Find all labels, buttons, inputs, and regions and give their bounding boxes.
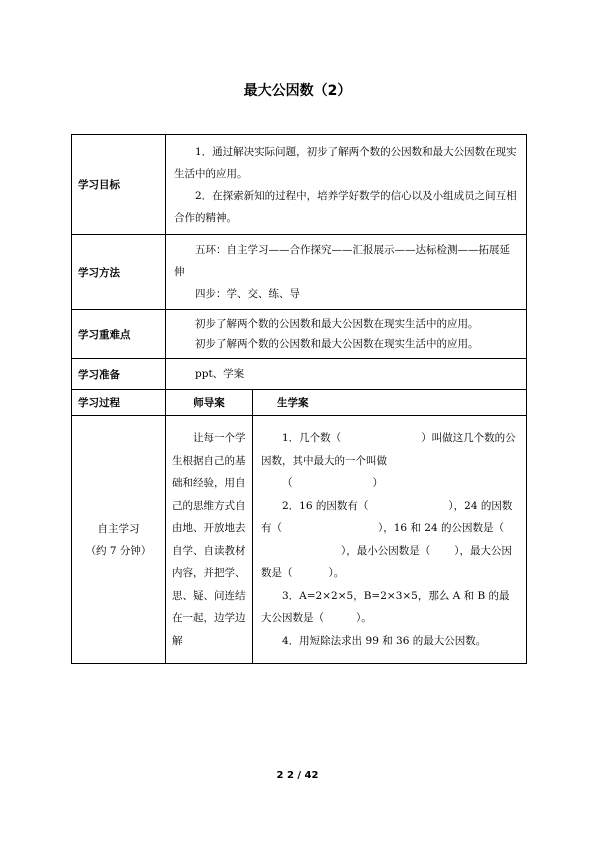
method-row (72, 235, 527, 310)
q3-part-a: 3．A=2×2×5，B=2×3×5，那么 A 和 B 的最大公因数是（ (261, 589, 510, 624)
question-1 (261, 427, 518, 472)
goal-item-2: 2．在探索新知的过程中，培养学好数学的信心以及小组成员之间互相合作的精神。 (174, 189, 517, 224)
question-3 (261, 585, 518, 630)
method-item-1: 五环：自主学习——合作探究——汇报展示——达标检测——拓展延伸 (174, 244, 510, 278)
method-label: 学习方法 (72, 235, 166, 310)
prep-label: 学习准备 (72, 359, 166, 390)
page-number: 2 2 / 42 (276, 770, 319, 781)
q2-part-f: ）。 (328, 567, 345, 579)
process-label: 学习过程 (72, 390, 166, 416)
q1-part-c: （ (282, 477, 293, 489)
self-study-row (72, 416, 527, 664)
q2-part-b: ），24 的因数有（ (261, 499, 513, 534)
question-4: 4．用短除法求出 99 和 36 的最大公因数。 (282, 634, 487, 647)
student-col-header: 生学案 (253, 390, 527, 416)
question-1-cont (261, 472, 518, 495)
q1-part-b: ）叫做这几个数的公因数，其中最大的一个叫做 (261, 432, 516, 467)
key-points-content (166, 310, 527, 359)
prep-row (72, 359, 527, 390)
self-study-phase (72, 416, 166, 664)
goals-content (166, 135, 527, 235)
process-header-row (72, 390, 527, 416)
lesson-plan-table (71, 134, 527, 664)
question-2 (261, 495, 518, 585)
q1-part-d: ） (372, 477, 383, 489)
goals-row (72, 135, 527, 235)
teacher-col-header: 师导案 (166, 390, 253, 416)
q3-part-b: ）。 (356, 612, 372, 624)
key-point-item-2: 初步了解两个数的公因数和最大公因数在现实生活中的应用。 (195, 338, 479, 350)
prep-value: ppt、学案 (195, 368, 245, 380)
key-points-row (72, 310, 527, 359)
key-points-label: 学习重难点 (72, 310, 166, 359)
q1-part-a: 1．几个数（ (282, 432, 342, 444)
goals-label: 学习目标 (72, 135, 166, 235)
phase-duration: （约 7 分钟） (85, 544, 152, 557)
page-title: 最大公因数（2） (243, 83, 352, 99)
student-questions (253, 416, 527, 664)
method-item-2: 四步：学、交、练、导 (195, 288, 300, 300)
phase-name: 自主学习 (97, 522, 140, 535)
q2-part-a: 2．16 的因数有（ (282, 499, 369, 512)
prep-content (166, 359, 527, 390)
q2-part-e: ），最大公因数是（ (261, 544, 512, 579)
goal-item-1: 1．通过解决实际问题，初步了解两个数的公因数和最大公因数在现实生活中的应用。 (174, 145, 517, 180)
teacher-guide-text: 让每一个学生根据自己的基础和经验，用自己的思维方式自由地、开放地去自学、自读教材内容，并把学、思、疑、问连结在一起，边学边解 (166, 416, 253, 664)
key-point-item-1: 初步了解两个数的公因数和最大公因数在现实生活中的应用。 (195, 318, 479, 330)
q2-part-c: ），16 和 24 的公因数是（ (378, 522, 504, 534)
method-content (166, 235, 527, 310)
q2-part-d: ），最小公因数是（ (341, 544, 431, 557)
